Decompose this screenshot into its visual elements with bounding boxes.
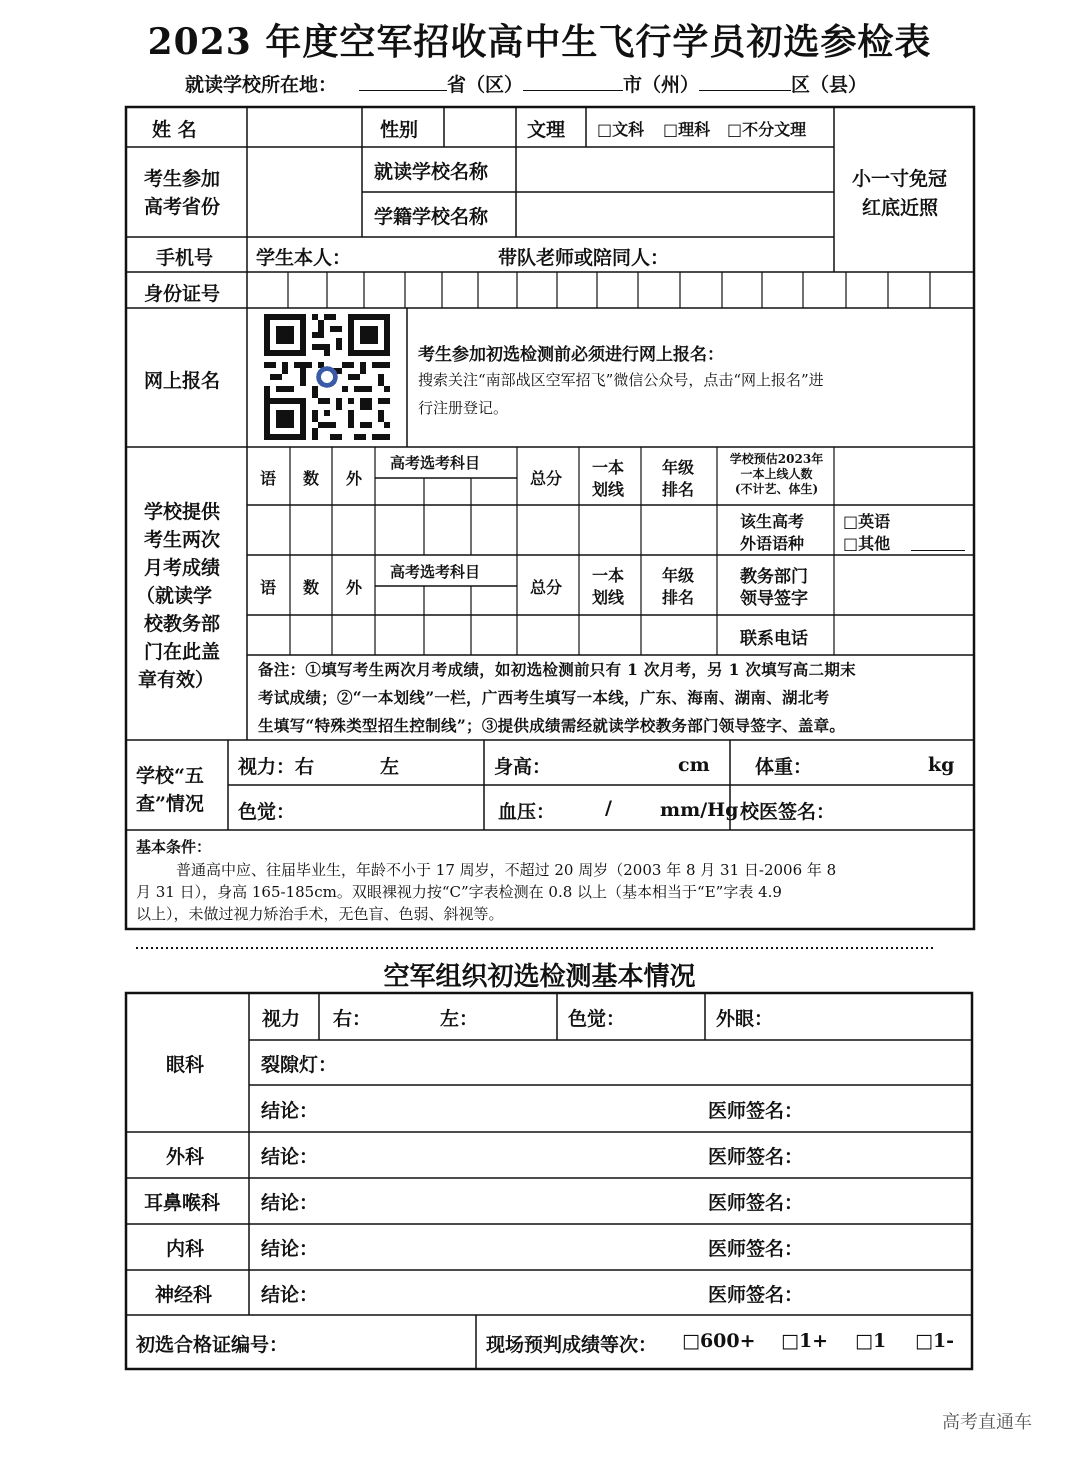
- remark-line-3: 生填写“特殊类型招生控制线”；③提供成绩需经就读学校教务部门领导签字、盖章。: [258, 716, 846, 735]
- grade-rank-label-1a: 年级: [662, 458, 695, 477]
- watermark: 高考直通车: [942, 1412, 1032, 1433]
- grade-option-1-plus[interactable]: □1+: [781, 1330, 829, 1352]
- city-label: 市（州）: [623, 74, 700, 96]
- af-vision-left-label: 左：: [440, 1008, 479, 1030]
- score-side-label-7: 章有效）: [138, 669, 215, 691]
- location-label: 就读学校所在地：: [185, 74, 338, 96]
- score-side-label-5: 校教务部: [144, 613, 221, 635]
- subject-chinese-2: 语: [260, 578, 277, 597]
- online-notice-line-2: 行注册登记。: [418, 399, 509, 417]
- track-option-science[interactable]: □理科: [663, 120, 711, 139]
- id-number-cells: [288, 272, 930, 308]
- five-checks-label-2: 查”情况: [136, 793, 204, 815]
- online-notice-title: 考生参加初选检测前必须进行网上报名：: [418, 345, 724, 365]
- elective-label-2: 高考选考科目: [390, 563, 481, 581]
- neuro-conclusion-label: 结论：: [261, 1284, 319, 1306]
- grade-option-1[interactable]: □1: [855, 1330, 887, 1352]
- eye-dept-label: 眼科: [166, 1054, 205, 1076]
- basic-line-2: 月 31 日），身高 165-185cm。双眼裸视力按“C”字表检测在 0.8 以上（基本相当于“E”字表 4.9: [136, 883, 782, 901]
- track-label: 文理: [527, 119, 566, 141]
- af-external-eye-label: 外眼：: [716, 1008, 774, 1030]
- lang-option-english[interactable]: □英语: [843, 512, 891, 531]
- cert-number-label: 初选合格证编号：: [136, 1334, 289, 1356]
- gender-label: 性别: [380, 119, 419, 141]
- ent-conclusion-label: 结论：: [261, 1192, 319, 1214]
- score-side-label-1: 学校提供: [144, 501, 221, 523]
- foreign-lang-label-2: 外语语种: [740, 534, 805, 553]
- dean-sign-label-2: 领导签字: [740, 589, 808, 609]
- five-checks-label-1: 学校“五: [136, 765, 204, 787]
- school-forecast-label-2: 一本上线人数: [740, 467, 813, 481]
- neuro-dept-label: 神经科: [155, 1284, 213, 1306]
- air-force-title: 空军组织初选检测基本情况: [383, 962, 696, 992]
- subject-chinese-1: 语: [260, 469, 277, 488]
- basic-title: 基本条件：: [136, 838, 212, 856]
- dean-sign-label-1: 教务部门: [740, 567, 808, 587]
- school-vision-left-label: 左: [380, 756, 400, 778]
- score-side-label-4: （就读学: [136, 585, 213, 607]
- grade-rank-label-2b: 排名: [662, 588, 695, 607]
- school-name-label: 就读学校名称: [374, 161, 489, 183]
- school-forecast-label-1: 学校预估2023年: [729, 452, 824, 466]
- blood-pressure-separator: /: [605, 797, 612, 819]
- score-side-label-3: 月考成绩: [144, 557, 221, 579]
- lang-option-other[interactable]: □其他: [843, 534, 891, 553]
- grade-option-600-plus[interactable]: □600+: [682, 1330, 756, 1352]
- total-label-2: 总分: [530, 578, 563, 597]
- score-side-label-2: 考生两次: [144, 529, 221, 551]
- name-label: 姓 名: [152, 119, 197, 141]
- subject-math-2: 数: [303, 578, 320, 597]
- tier-line-label-2a: 一本: [592, 566, 625, 585]
- track-option-liberal-arts[interactable]: □文科: [597, 120, 645, 139]
- school-forecast-label-3: (不计艺、体生): [734, 482, 819, 496]
- blood-pressure-label: 血压：: [498, 801, 556, 823]
- province-label: 省（区）: [447, 74, 524, 96]
- teacher-phone-label: 带队老师或陪同人：: [498, 247, 670, 269]
- surgery-conclusion-label: 结论：: [261, 1146, 319, 1168]
- basic-line-3: 以上），未做过视力矫治手术，无色盲、色弱、斜视等。: [136, 905, 504, 923]
- elective-label-1: 高考选考科目: [390, 454, 481, 472]
- remark-line-2: 考试成绩；②“一本划线”一栏，广西考生填写一本线，广东、海南、湖南、湖北考: [258, 688, 830, 707]
- surgery-dept-label: 外科: [166, 1146, 205, 1168]
- online-reg-label: 网上报名: [144, 370, 221, 392]
- af-vision-label: 视力: [262, 1008, 301, 1030]
- neuro-doctor-sign-label: 医师签名：: [708, 1284, 804, 1306]
- grade-option-1-minus[interactable]: □1-: [915, 1330, 955, 1352]
- registry-school-label: 学籍学校名称: [374, 206, 489, 228]
- height-label: 身高：: [494, 756, 552, 778]
- blood-pressure-unit: mm/Hg: [660, 799, 739, 821]
- internal-dept-label: 内科: [166, 1238, 205, 1260]
- grade-rank-label-2a: 年级: [662, 566, 695, 585]
- weight-unit: kg: [928, 754, 955, 776]
- height-unit: cm: [678, 754, 710, 776]
- ent-dept-label: 耳鼻喉科: [144, 1192, 221, 1214]
- tier-line-label-2b: 划线: [592, 588, 625, 607]
- af-color-vision-label: 色觉：: [568, 1008, 626, 1030]
- internal-doctor-sign-label: 医师签名：: [708, 1238, 804, 1260]
- subject-math-1: 数: [303, 469, 320, 488]
- tier-line-label-1b: 划线: [592, 480, 625, 499]
- student-phone-label: 学生本人：: [256, 247, 352, 269]
- school-doctor-sign-label: 校医签名：: [740, 801, 836, 823]
- af-vision-right-label: 右：: [333, 1008, 372, 1030]
- phone-label: 手机号: [156, 247, 214, 269]
- school-color-vision-label: 色觉：: [238, 801, 296, 823]
- photo-hint-1: 小一寸免冠: [852, 168, 948, 190]
- eye-doctor-sign-label: 医师签名：: [708, 1100, 804, 1122]
- school-vision-label: 视力：右: [238, 756, 315, 778]
- eye-conclusion-label: 结论：: [261, 1100, 319, 1122]
- tier-line-label-1a: 一本: [592, 458, 625, 477]
- grade-rank-label-1b: 排名: [662, 480, 695, 499]
- score-side-label-6: 门在此盖: [144, 641, 221, 663]
- ent-doctor-sign-label: 医师签名：: [708, 1192, 804, 1214]
- exam-province-label-2: 高考省份: [144, 196, 221, 218]
- contact-label: 联系电话: [740, 629, 808, 649]
- district-label: 区（县）: [791, 74, 868, 96]
- exam-province-label-1: 考生参加: [144, 168, 221, 190]
- form-title: 2023 年度空军招收高中生飞行学员初选参检表: [147, 21, 932, 63]
- surgery-doctor-sign-label: 医师签名：: [708, 1146, 804, 1168]
- photo-hint-2: 红底近照: [862, 197, 939, 219]
- id-number-label: 身份证号: [144, 283, 221, 305]
- foreign-lang-label-1: 该生高考: [740, 512, 805, 531]
- internal-conclusion-label: 结论：: [261, 1238, 319, 1260]
- weight-label: 体重：: [755, 756, 813, 778]
- total-label-1: 总分: [530, 469, 563, 488]
- subject-foreign-2: 外: [346, 578, 363, 597]
- subject-foreign-1: 外: [346, 469, 363, 488]
- remark-line-1: 备注：①填写考生两次月考成绩，如初选检测前只有 1 次月考，另 1 次填写高二期末: [258, 660, 856, 679]
- predict-grade-label: 现场预判成绩等次：: [486, 1334, 658, 1356]
- lang-other-field[interactable]: [911, 550, 965, 551]
- basic-line-1: 普通高中应、往届毕业生，年龄不小于 17 周岁，不超过 20 周岁（2003 年 8 月 31 日-2006 年 8: [176, 861, 837, 879]
- track-option-none[interactable]: □不分文理: [727, 120, 807, 139]
- online-notice-line-1: 搜索关注“南部战区空军招飞”微信公众号，点击“网上报名”进: [418, 371, 824, 389]
- slit-lamp-label: 裂隙灯：: [261, 1054, 338, 1076]
- qr-code-image[interactable]: [264, 314, 390, 440]
